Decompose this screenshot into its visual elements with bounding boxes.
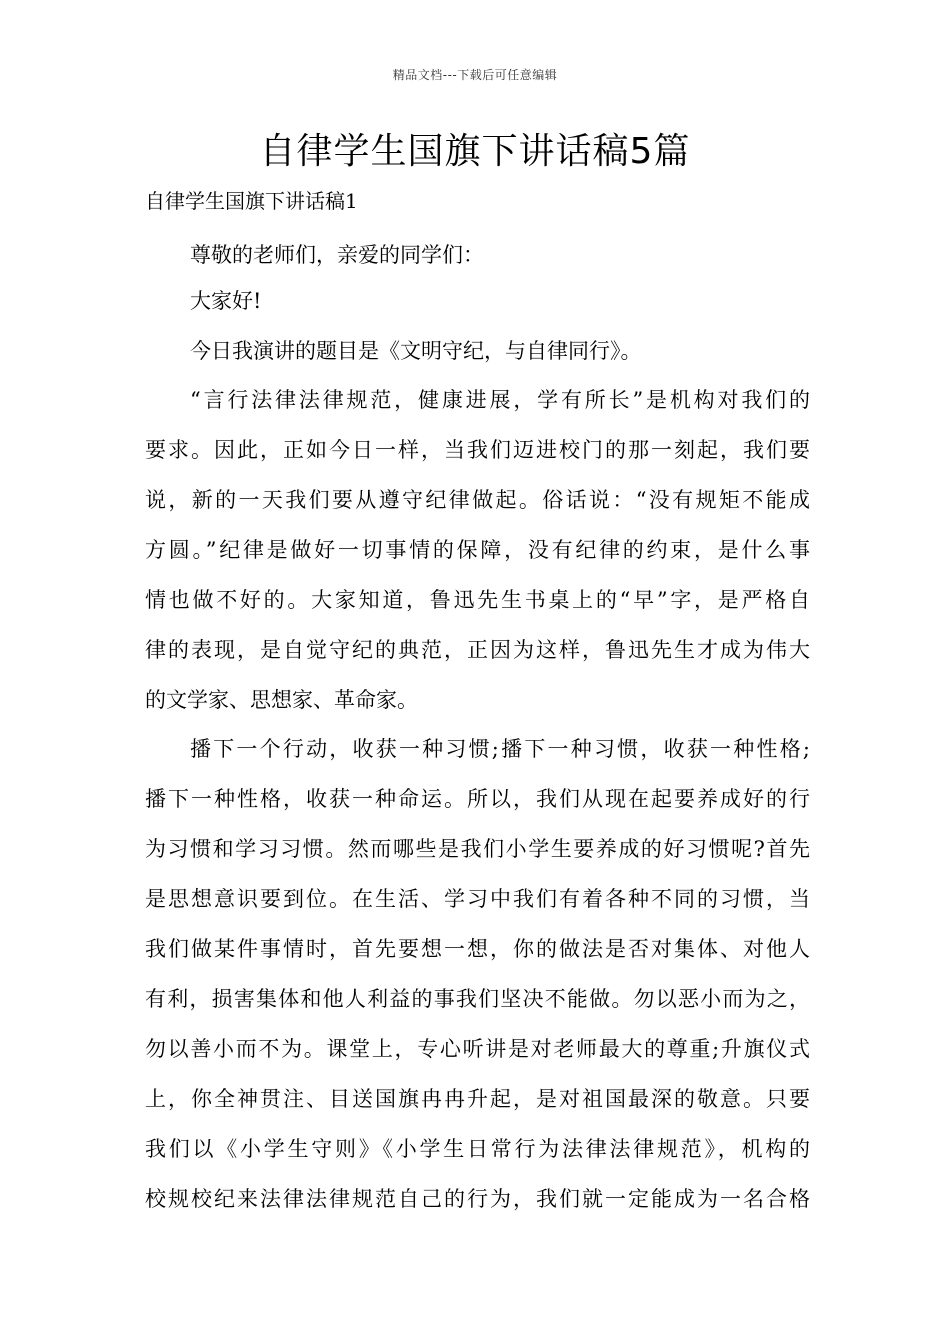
paragraph-line: 上，你全神贯注、目送国旗冉冉升起，是对祖国最深的敬意。只要 [145,1087,810,1111]
paragraph-line: 大家好! [190,289,262,313]
paragraph-habits [145,724,810,1224]
paragraph-greeting [145,230,810,280]
paragraph-line: 方圆。”纪律是做好一切事情的保障，没有纪律的约束，是什么事 [145,538,810,562]
paragraph-line: 情也做不好的。大家知道，鲁迅先生书桌上的“早”字，是严格自 [145,588,810,612]
paragraph-line: 律的表现，是自觉守纪的典范，正因为这样，鲁迅先生才成为伟大 [145,638,810,662]
paragraph-line: 是思想意识要到位。在生活、学习中我们有着各种不同的习惯，当 [145,887,810,911]
paragraph-discipline [145,375,810,725]
header-note: 精品文档---下载后可任意编辑 [392,68,558,82]
paragraph-line: 说，新的一天我们要从遵守纪律做起。俗话说：“没有规矩不能成 [145,488,810,512]
paragraph-line: 校规校纪来法律法律规范自己的行为，我们就一定能成为一名合格 [145,1187,810,1211]
paragraph-line: 的文学家、思想家、革命家。 [145,688,418,712]
paragraph-line: 播下一个行动，收获一种习惯;播下一种习惯，收获一种性格; [190,737,810,761]
paragraph-line: 播下一种性格，收获一种命运。所以，我们从现在起要养成好的行 [145,787,810,811]
paragraph-line: 我们做某件事情时，首先要想一想，你的做法是否对集体、对他人 [145,937,810,961]
paragraph-line: 今日我演讲的题目是《文明守纪，与自律同行》。 [190,339,642,363]
paragraph-line: 有利，损害集体和他人利益的事我们坚决不能做。勿以恶小而为之， [145,987,810,1011]
document-title: 自律学生国旗下讲话稿5篇 [259,131,691,172]
paragraph-line: 为习惯和学习习惯。然而哪些是我们小学生要养成的好习惯呢?首先 [145,837,810,861]
paragraph-line: 我们以《小学生守则》《小学生日常行为法律法律规范》，机构的 [145,1137,810,1161]
section-heading: 自律学生国旗下讲话稿1 [145,189,358,213]
paragraph-line: “言行法律法律规范，健康进展，学有所长”是机构对我们的 [190,388,810,412]
paragraph-line: 勿以善小而不为。课堂上，专心听讲是对老师最大的尊重;升旗仪式 [145,1037,810,1061]
paragraph-topic [145,326,810,376]
paragraph-line: 尊敬的老师们，亲爱的同学们： [190,243,484,267]
paragraph-hello [145,276,810,326]
paragraph-line: 要求。因此，正如今日一样，当我们迈进校门的那一刻起，我们要 [145,438,810,462]
